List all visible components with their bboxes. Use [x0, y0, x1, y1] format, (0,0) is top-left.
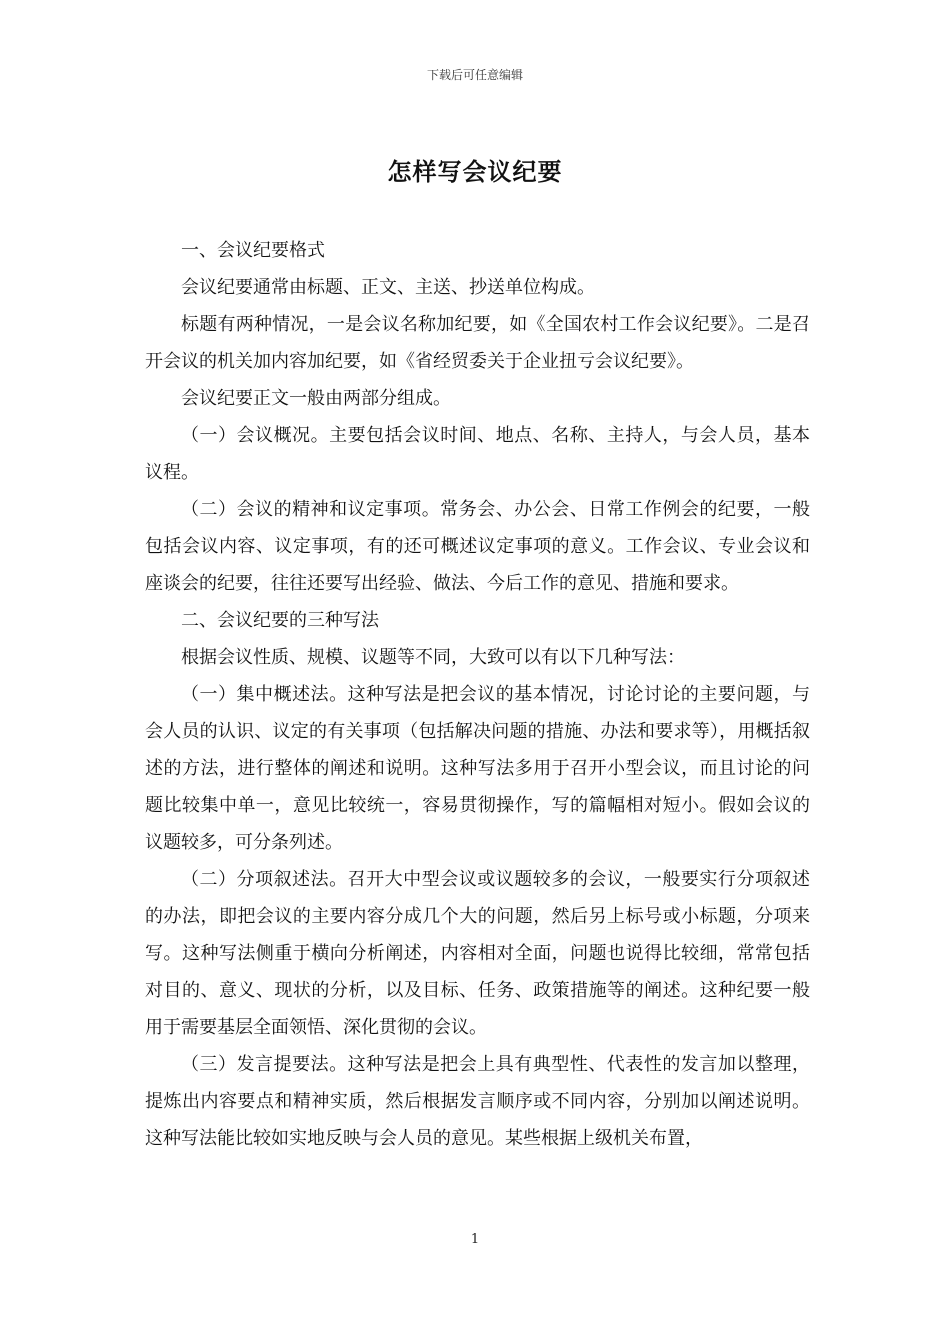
document-title: 怎样写会议纪要 — [387, 157, 563, 186]
paragraph-overview: （一）会议概况。主要包括会议时间、地点、名称、主持人，与会人员，基本议程。 — [145, 425, 810, 483]
page-number: 1 — [470, 1232, 480, 1247]
paragraph-method-speech: （三）发言提要法。这种写法是把会上具有典型性、代表性的发言加以整理，提炼出内容要点和精神实质，然后根据发言顺序或不同内容，分别加以阐述说明。这种写法能比较如实地反映与会人员的意见。某些根据上级机关布置， — [145, 1054, 810, 1149]
paragraph-method-itemized: （二）分项叙述法。召开大中型会议或议题较多的会议，一般要实行分项叙述的办法，即把会议的主要内容分成几个大的问题，然后另上标号或小标题，分项来写。这种写法侧重于横向分析阐述，内容相对全面，问题也说得比较细，常常包括对目的、意义、现状的分析，以及目标、任务、政策措施等的阐述。这种纪要一般用于需要基层全面领悟、深化贯彻的会议。 — [145, 869, 810, 1038]
paragraph-composition: 会议纪要通常由标题、正文、主送、抄送单位构成。 — [181, 277, 595, 298]
paragraph-methods-intro: 根据会议性质、规模、议题等不同，大致可以有以下几种写法： — [181, 647, 685, 668]
document-body — [145, 232, 810, 1157]
paragraph-body-parts: 会议纪要正文一般由两部分组成。 — [181, 388, 451, 409]
section-heading-methods: 二、会议纪要的三种写法 — [181, 610, 379, 631]
paragraph-spirit-matters: （二）会议的精神和议定事项。常务会、办公会、日常工作例会的纪要，一般包括会议内容、议定事项，有的还可概述议定事项的意义。工作会议、专业会议和座谈会的纪要，往往还要写出经验、做法、今后工作的意见、措施和要求。 — [145, 499, 810, 594]
paragraph-method-summary: （一）集中概述法。这种写法是把会议的基本情况，讨论讨论的主要问题，与会人员的认识、议定的有关事项（包括解决问题的措施、办法和要求等），用概括叙述的方法，进行整体的阐述和说明。这种写法多用于召开小型会议，而且讨论的问题比较集中单一，意见比较统一，容易贯彻操作，写的篇幅相对短小。假如会议的议题较多，可分条列述。 — [145, 684, 810, 853]
section-heading-format: 一、会议纪要格式 — [181, 240, 325, 261]
header-note: 下载后可任意编辑 — [426, 68, 523, 82]
paragraph-title-types: 标题有两种情况，一是会议名称加纪要，如《全国农村工作会议纪要》。二是召开会议的机关加内容加纪要，如《省经贸委关于企业扭亏会议纪要》。 — [145, 314, 810, 372]
